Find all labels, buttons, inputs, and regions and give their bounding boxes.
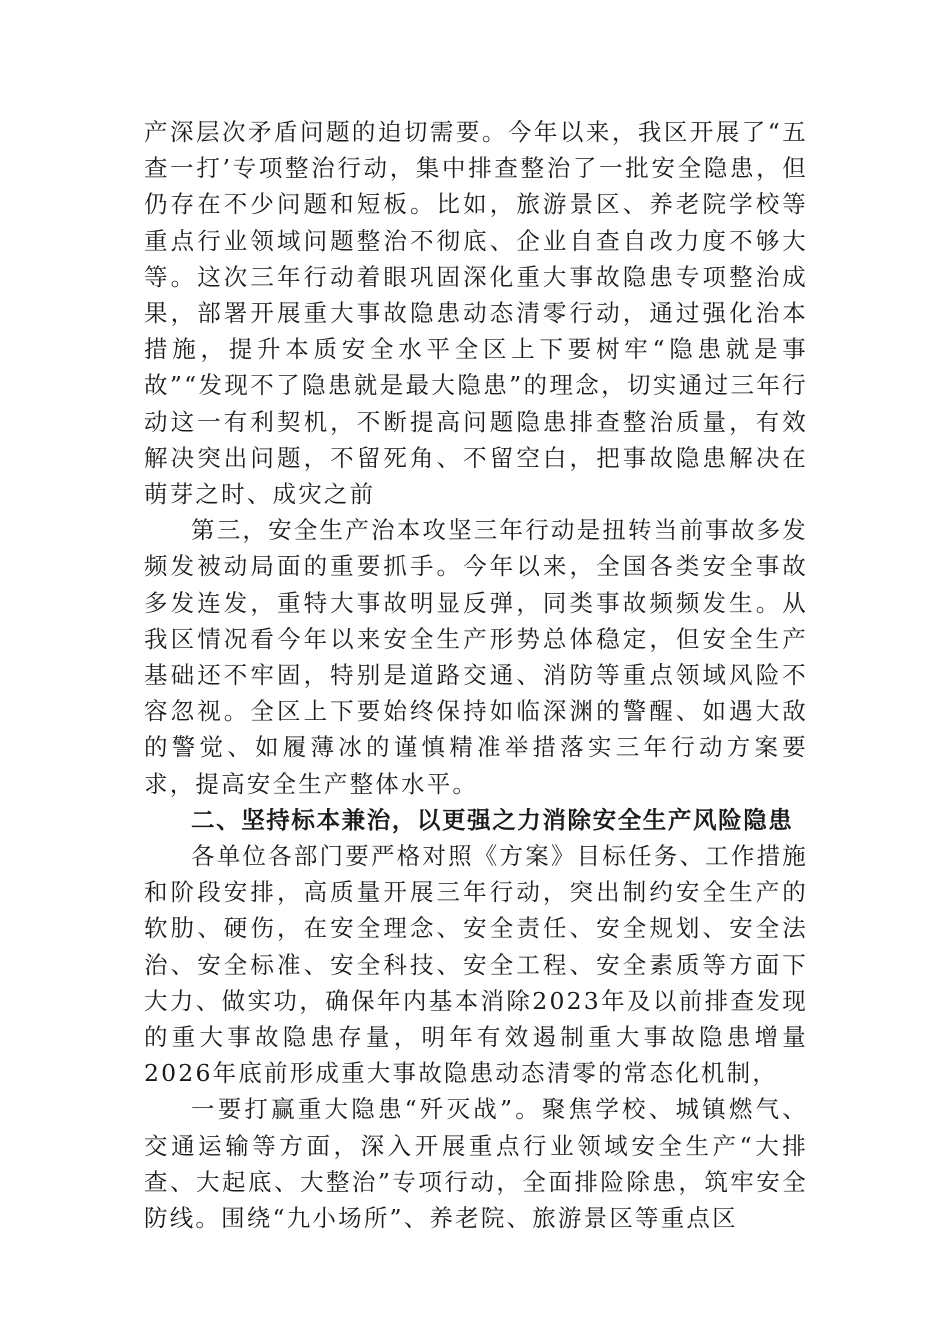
paragraph-continuation: 产深层次矛盾问题的迫切需要。今年以来，我区开展了“五查一打’专项整治行动，集中排查整治了一批安全隐患，但仍存在不少问题和短板。比如，旅游景区、养老院学校等重点行业领域问题整治不彻底、企业自查自改力度不够大等。这次三年行动着眼巩固深化重大事故隐患专项整治成果，部署开展重大事故隐患动态清零行动，通过强化治本措施，提升本质安全水平全区上下要树牢“隐患就是事故”“发现不了隐患就是最大隐患”的理念，切实通过三年行动这一有利契机，不断提高问题隐患排查整治质量，有效解决突出问题，不留死角、不留空白，把事故隐患解决在萌芽之时、成灾之前 [144,118,808,509]
paragraph-third-point: 第三，安全生产治本攻坚三年行动是扭转当前事故多发频发被动局面的重要抓手。今年以来，全国各类安全事故多发连发，重特大事故明显反弹，同类事故频频发生。从我区情况看今年以来安全生产形势总体稳定，但安全生产基础还不牢固，特别是道路交通、消防等重点领域风险不容忽视。全区上下要始终保持如临深渊的警醒、如遇大敌的警觉、如履薄冰的谨慎精准举措落实三年行动方案要求，提高安全生产整体水平。 [144,516,808,798]
paragraph-first-task: 一要打赢重大隐患“歼灭战”。聚焦学校、城镇燃气、交通运输等方面，深入开展重点行业领域安全生产“大排查、大起底、大整治”专项行动，全面排险除患，筑牢安全防线。围绕“九小场所”、养老院、旅游景区等重点区 [144,1095,808,1233]
document-body [144,114,808,1236]
section-heading: 二、坚持标本兼治，以更强之力消除安全生产风险隐患 [191,805,794,834]
paragraph-section-intro: 各单位各部门要严格对照《方案》目标任务、工作措施和阶段安排，高质量开展三年行动，突出制约安全生产的软肋、硬伤，在安全理念、安全责任、安全规划、安全法治、安全标准、安全科技、安全工程、安全素质等方面下大力、做实功，确保年内基本消除2023年及以前排查发现的重大事故隐患存量，明年有效遏制重大事故隐患增量2026年底前形成重大事故隐患动态清零的常态化机制， [144,842,808,1088]
